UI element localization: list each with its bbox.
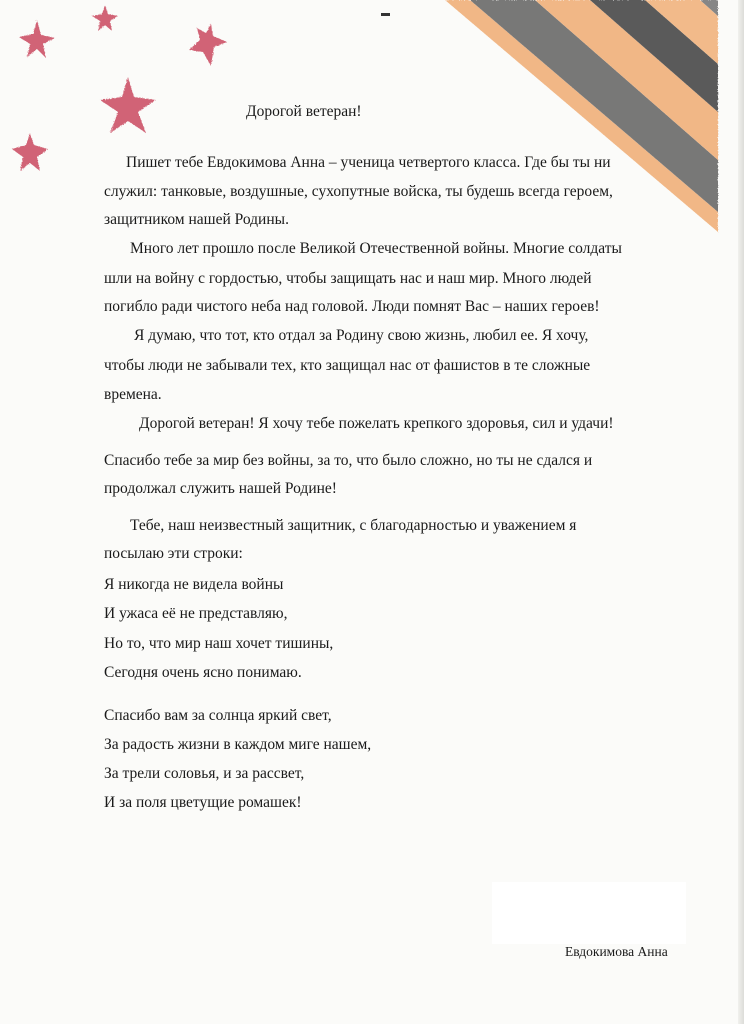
letter-line: погибло ради чистого неба над головой. Люди помнят Вас – наших героев! (104, 298, 600, 315)
poem-line: Спасибо вам за солнца яркий свет, (104, 707, 332, 724)
letter-line: посылаю эти строки: (104, 545, 243, 562)
star-icon (92, 5, 118, 31)
redacted-area (492, 882, 686, 944)
poem-line: За трели соловья, и за рассвет, (104, 765, 305, 782)
poem-line: И ужаса её не представляю, (104, 605, 288, 622)
poem-line: И за поля цветущие ромашек! (104, 794, 302, 811)
signature: Евдокимова Анна (565, 944, 668, 959)
letter-line: Много лет прошло после Великой Отечественной войны. Многие солдаты (130, 240, 622, 257)
star-icon (189, 24, 227, 66)
letter-line: Пишет тебе Евдокимова Анна – ученица четвертого класса. Где бы ты ни (126, 154, 611, 171)
poem-line: За радость жизни в каждом миге нашем, (104, 736, 372, 753)
star-icon (12, 133, 48, 171)
letter-title: Дорогой ветеран! (246, 103, 362, 120)
letter-line: времена. (104, 386, 162, 403)
speck (381, 13, 390, 16)
letter-line: продолжал служить нашей Родине! (104, 480, 337, 497)
letter-line: служил: танковые, воздушные, сухопутные войска, ты будешь всегда героем, (104, 183, 613, 200)
letter-line: шли на войну с гордостью, чтобы защищать нас и наш мир. Много людей (104, 270, 592, 287)
poem-line: Но то, что мир наш хочет тишины, (104, 635, 334, 652)
star-icon (19, 20, 55, 58)
star-icon (100, 77, 156, 133)
letter-line: чтобы люди не забывали тех, кто защищал нас от фашистов в те сложные (104, 357, 591, 374)
letter-line: Спасибо тебе за мир без войны, за то, что было сложно, но ты не сдался и (104, 452, 593, 469)
page-edge (738, 0, 744, 1024)
letter-line: защитником нашей Родины. (104, 211, 289, 228)
letter-line: Тебе, наш неизвестный защитник, с благодарностью и уважением я (130, 517, 577, 534)
poem-line: Я никогда не видела войны (104, 576, 284, 593)
letter-line: Дорогой ветеран! Я хочу тебе пожелать крепкого здоровья, сил и удачи! (139, 415, 614, 432)
letter-line: Я думаю, что тот, кто отдал за Родину свою жизнь, любил ее. Я хочу, (134, 327, 589, 344)
poem-line: Сегодня очень ясно понимаю. (104, 664, 302, 681)
